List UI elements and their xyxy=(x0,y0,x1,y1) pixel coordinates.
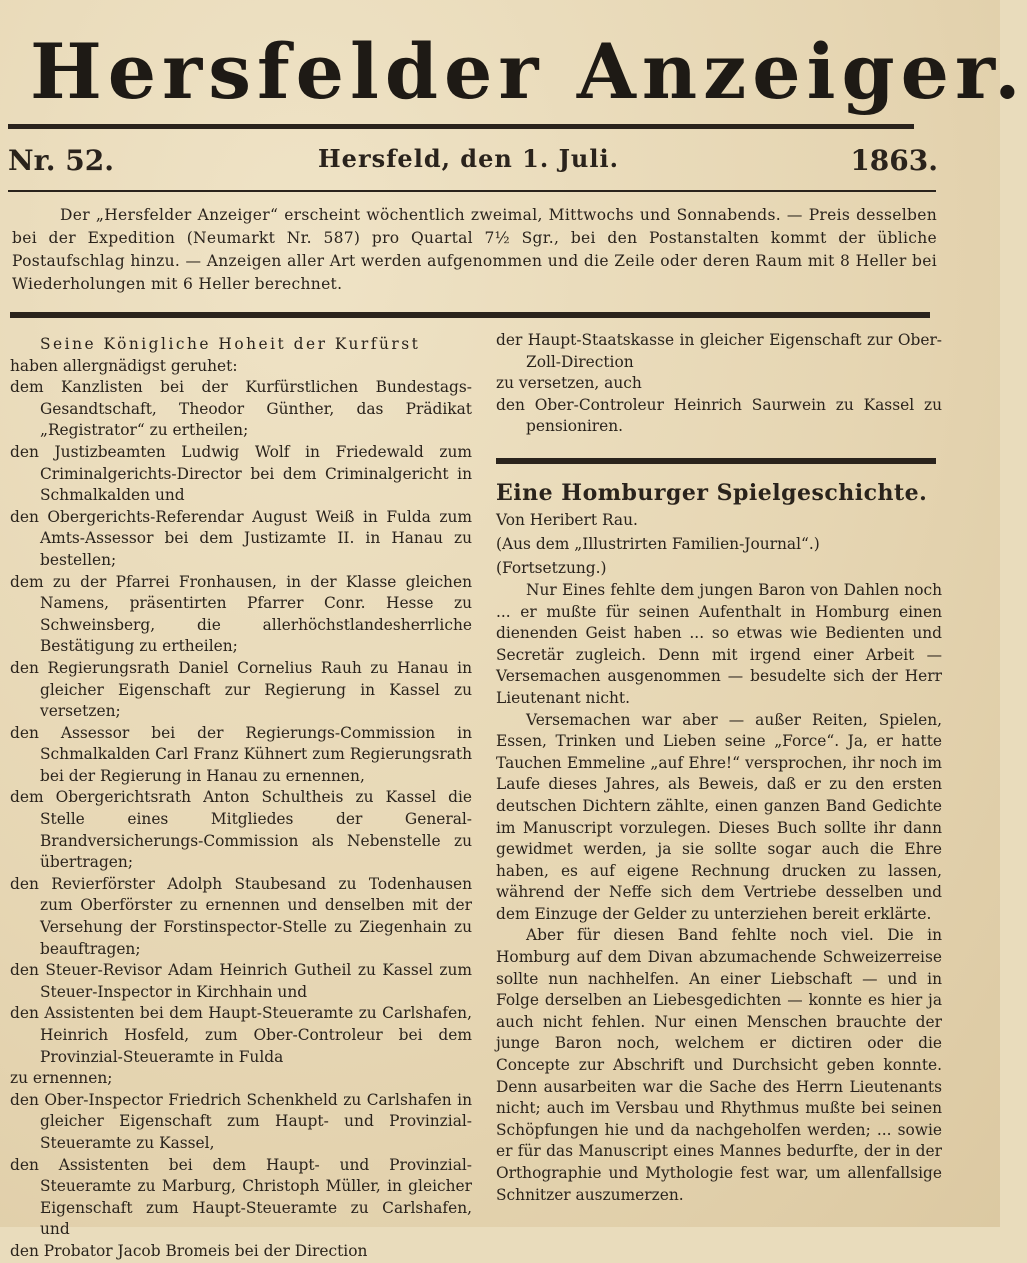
story-paragraph: Versemachen war aber — außer Reiten, Spielen, Essen, Trinken und Lieben seine „Force“. Ja, er hatte Tauchen Emmeline „auf Ehre!“ versprochen, ihr noch im Laufe dieses Jahres, als Beweis, daß er zu den ersten deutschen Dichtern zählte, einen ganzen Band Gedichte im Manuscript vorzulegen. Dieses Buch sollte ihr dann gewidmet werden, ja sie sollte sogar auch die Ehre haben, es auf eigene Rechnung drucken zu lassen, während der Neffe sich dem Vertriebe desselben und dem Einzuge der Gelder zu unterziehen bereit erklärte. xyxy=(496,710,942,923)
column-rule xyxy=(496,458,936,464)
announcement-item: den Assistenten bei dem Haupt- und Provinzial-Steueramte zu Marburg, Christoph Müller, in gleicher Eigenschaft zum Haupt-Steueramte zu Carlshafen, und xyxy=(10,1155,472,1239)
story-paragraph: Nur Eines fehlte dem jungen Baron von Dahlen noch ... er mußte für seinen Aufenthalt in Homburg einen dienenden Geist haben ... so etwas wie Bedienten und Secretär zugleich. Denn mit irgend einer Arbeit — Versemachen ausgenommen — besudelte sich der Herr Lieutenant nicht. xyxy=(496,580,942,707)
story-paragraph: Aber für diesen Band fehlte noch viel. Die in Homburg auf dem Divan abzumachende Schweizerreise sollte nun nachhelfen. An einer Liebschaft — und in Folge derselben an Liebesgedichten — konnte es hier ja auch nicht fehlen. Nur einen Menschen brauchte der junge Baron noch, welchem er dictiren oder die Concepte zur Abschrift und Durchsicht geben konnte. Denn ausarbeiten war die Sache des Herrn Lieutenants nicht; auch im Versbau und Rhythmus mußte bei seinen Schöpfungen hie und da nachgeholfen werden; ... sowie er für das Manuscript eines Mannes bedurfte, der in der Orthographie und Mythologie fest war, um allenfallsige Schnitzer auszumerzen. xyxy=(496,926,942,1204)
story-source: (Aus dem „Illustrirten Familien-Journal“.) xyxy=(496,534,820,553)
issue-number: Nr. 52. xyxy=(8,144,114,177)
announcement-item: zu ernennen; xyxy=(10,1069,113,1088)
announcement-item: den Revierförster Adolph Staubesand zu Todenhausen zum Oberförster zu ernennen und denselben mit der Versehung der Forstinspector-Stelle zu Ziegenhain zu beauftragen; xyxy=(10,874,472,958)
announcement-item: dem Obergerichtsrath Anton Schultheis zu Kassel die Stelle eines Mitgliedes der General-Brandversicherungs-Commission als Nebenstelle zu übertragen; xyxy=(10,788,472,872)
notice-text: Der „Hersfelder Anzeiger“ erscheint wöchentlich zweimal, Mittwochs und Sonnabends. — Preis desselben bei der Expedition (Neumarkt Nr. 587) pro Quartal 7½ Sgr., bei den Postanstalten kommt der übliche Postaufschlag hinzu. — Anzeigen aller Art werden aufgenommen und die Zeile oder deren Raum mit 8 Heller bei Wiederholungen mit 6 Heller berechnet. xyxy=(12,206,937,293)
announcement-item: dem zu der Pfarrei Fronhausen, in der Klasse gleichen Namens, präsentirten Pfarrer Conr. Hesse zu Schweinsberg, die allerhöchstlandesherrliche Bestätigung zu ertheilen; xyxy=(10,572,472,656)
dateline xyxy=(8,144,938,184)
announcement-item: den Obergerichts-Referendar August Weiß in Fulda zum Amts-Assessor bei dem Justizamte II. in Hanau zu bestellen; xyxy=(10,507,472,569)
masthead-title: Hersfelder Anzeiger. xyxy=(30,27,1027,116)
dateline-rule xyxy=(8,190,936,192)
announcement-item: den Probator Jacob Bromeis bei der Direction xyxy=(10,1241,368,1260)
announcement-item: den Justizbeamten Ludwig Wolf in Friedewald zum Criminalgerichts-Director bei dem Criminalgericht in Schmalkalden und xyxy=(10,442,472,505)
story-author: Von Heribert Rau. xyxy=(496,510,638,529)
left-column xyxy=(10,334,472,1260)
section-rule xyxy=(10,312,930,318)
place-date: Hersfeld, den 1. Juli. xyxy=(318,144,619,173)
announcement-item: den Regierungsrath Daniel Cornelius Rauh zu Hanau in gleicher Eigenschaft zur Regierung in Kassel zu versetzen; xyxy=(10,658,472,721)
continuation-line: zu versetzen, auch xyxy=(496,374,642,393)
story-continued: (Fortsetzung.) xyxy=(496,558,607,577)
announcement-item: den Assistenten bei dem Haupt-Steueramte zu Carlshafen, Heinrich Hosfeld, zum Ober-Controleur bei dem Provinzial-Steueramte in Fulda xyxy=(10,1004,472,1066)
issue-year: 1863. xyxy=(850,144,938,177)
continuation-line: der Haupt-Staatskasse in gleicher Eigenschaft zur Ober-Zoll-Direction xyxy=(496,331,942,371)
announcement-intro-rest: haben allergnädigst geruhet: xyxy=(10,356,238,375)
subscription-notice xyxy=(12,204,937,296)
continuation-line: den Ober-Controleur Heinrich Saurwein zu Kassel zu pensioniren. xyxy=(496,395,942,436)
announcement-item: dem Kanzlisten bei der Kurfürstlichen Bundestags-Gesandtschaft, Theodor Günther, das Prädikat „Registrator“ zu ertheilen; xyxy=(10,378,472,440)
announcement-item: den Assessor bei der Regierungs-Commission in Schmalkalden Carl Franz Kühnert zum Regierungsrath bei der Regierung in Hanau zu ernennen, xyxy=(10,723,472,785)
announcement-item: den Steuer-Revisor Adam Heinrich Gutheil zu Kassel zum Steuer-Inspector in Kirchhain und xyxy=(10,961,472,1001)
announcement-item: den Ober-Inspector Friedrich Schenkheld zu Carlshafen in gleicher Eigenschaft zum Haupt- und Provinzial-Steueramte zu Kassel, xyxy=(10,1090,472,1152)
story-title: Eine Homburger Spielgeschichte. xyxy=(496,479,928,506)
right-column xyxy=(496,330,942,1210)
announcement-intro: Seine Königliche Hoheit der Kurfürst xyxy=(40,335,421,353)
masthead-rule xyxy=(8,124,914,129)
